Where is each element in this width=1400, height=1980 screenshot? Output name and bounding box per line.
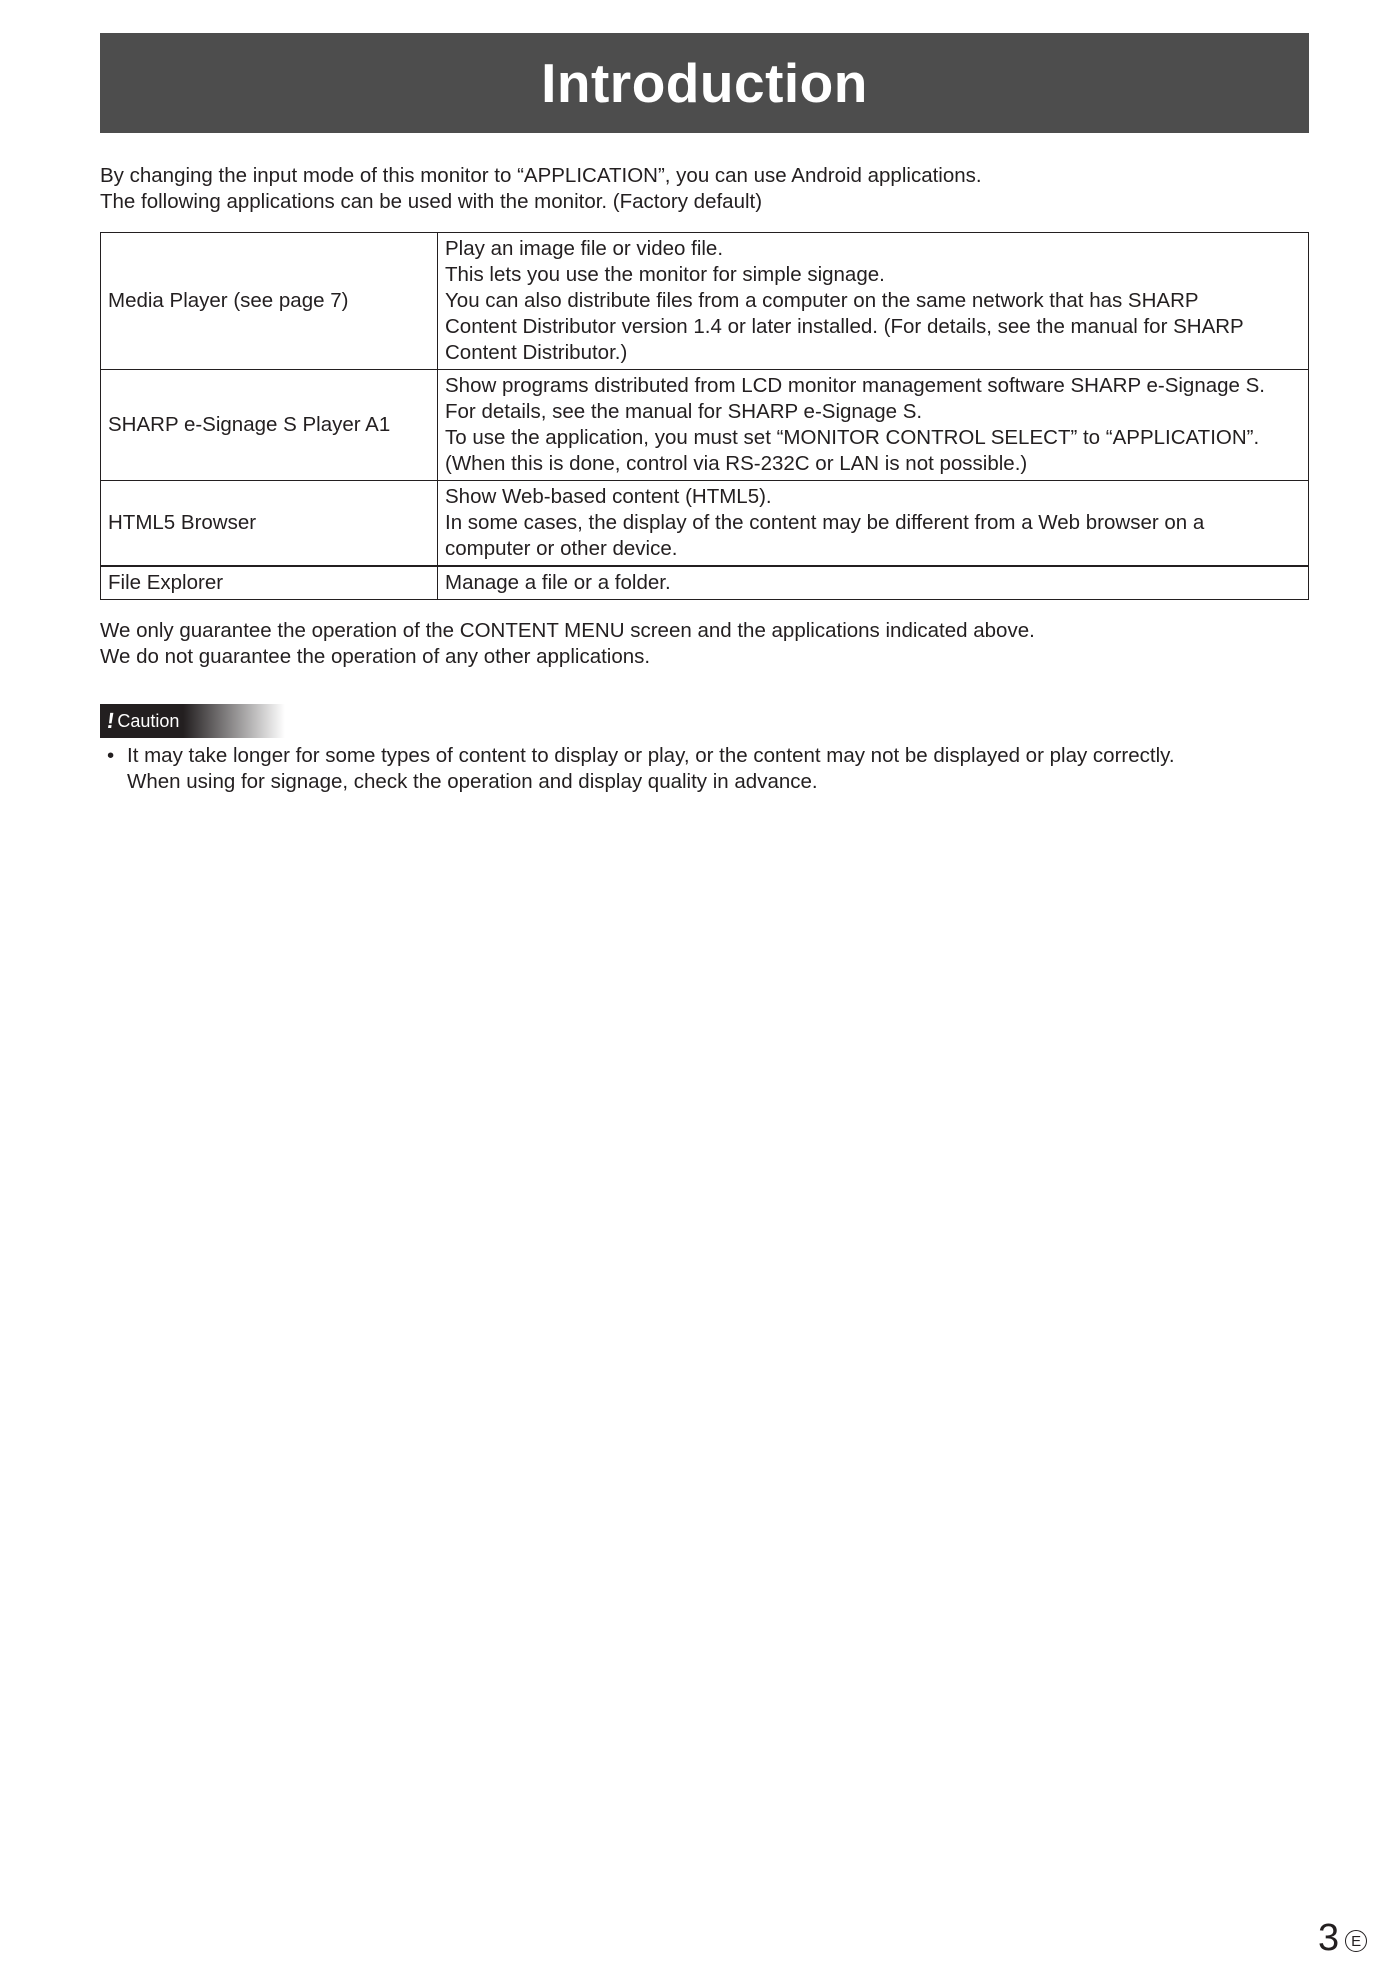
page [100, 33, 1309, 795]
description-line: (When this is done, control via RS-232C or LAN is not possible.) [445, 452, 1028, 475]
guarantee-line: We only guarantee the operation of the CONTENT MENU screen and the applications indicated above. [100, 619, 1035, 642]
language-mark-icon: E [1345, 1930, 1367, 1952]
table-row [101, 370, 1309, 481]
description-line: To use the application, you must set “MONITOR CONTROL SELECT” to “APPLICATION”. [445, 426, 1260, 449]
app-description-cell [438, 566, 1309, 600]
bullet-icon: • [107, 744, 115, 767]
intro-line: The following applications can be used with the monitor. (Factory default) [100, 190, 763, 213]
description-line: Content Distributor version 1.4 or later installed. (For details, see the manual for SHARP [445, 315, 1244, 338]
page-title: Introduction [541, 52, 868, 114]
table-row [101, 481, 1309, 567]
table-row [101, 566, 1309, 600]
description-line: Play an image file or video file. [445, 237, 724, 260]
app-description-cell [438, 481, 1309, 567]
caution-line: When using for signage, check the operation and display quality in advance. [127, 770, 818, 793]
description-line: computer or other device. [445, 537, 678, 560]
description-line: In some cases, the display of the content may be different from a Web browser on a [445, 511, 1205, 534]
app-name-cell: HTML5 Browser [101, 481, 438, 567]
app-name-cell: File Explorer [101, 566, 438, 600]
exclamation-icon: ! [105, 708, 117, 733]
page-number-value: 3 [1318, 1917, 1340, 1959]
app-description-cell [438, 370, 1309, 481]
app-description-cell [438, 233, 1309, 370]
applications-table [100, 232, 1309, 600]
caution-label [100, 704, 285, 738]
caution-list-item [100, 743, 1309, 795]
table-row [101, 233, 1309, 370]
caution-label-text: Caution [117, 710, 180, 731]
description-line: Manage a file or a folder. [445, 571, 671, 594]
caution-line: It may take longer for some types of content to display or play, or the content may not be displayed or play correctly. [127, 744, 1175, 767]
guarantee-line: We do not guarantee the operation of any other applications. [100, 645, 651, 668]
intro-line: By changing the input mode of this monitor to “APPLICATION”, you can use Android applications. [100, 164, 982, 187]
intro-paragraph [100, 163, 1309, 215]
guarantee-note [100, 618, 1309, 670]
description-line: This lets you use the monitor for simple signage. [445, 263, 885, 286]
description-line: For details, see the manual for SHARP e-Signage S. [445, 400, 923, 423]
app-name-cell: Media Player (see page 7) [101, 233, 438, 370]
title-bar [100, 33, 1309, 133]
description-line: You can also distribute files from a computer on the same network that has SHARP [445, 289, 1199, 312]
page-number [1318, 1918, 1367, 1958]
description-line: Show programs distributed from LCD monitor management software SHARP e-Signage S. [445, 374, 1265, 397]
caution-text [127, 743, 1175, 795]
description-line: Content Distributor.) [445, 341, 628, 364]
description-line: Show Web-based content (HTML5). [445, 485, 772, 508]
app-name-cell: SHARP e-Signage S Player A1 [101, 370, 438, 481]
